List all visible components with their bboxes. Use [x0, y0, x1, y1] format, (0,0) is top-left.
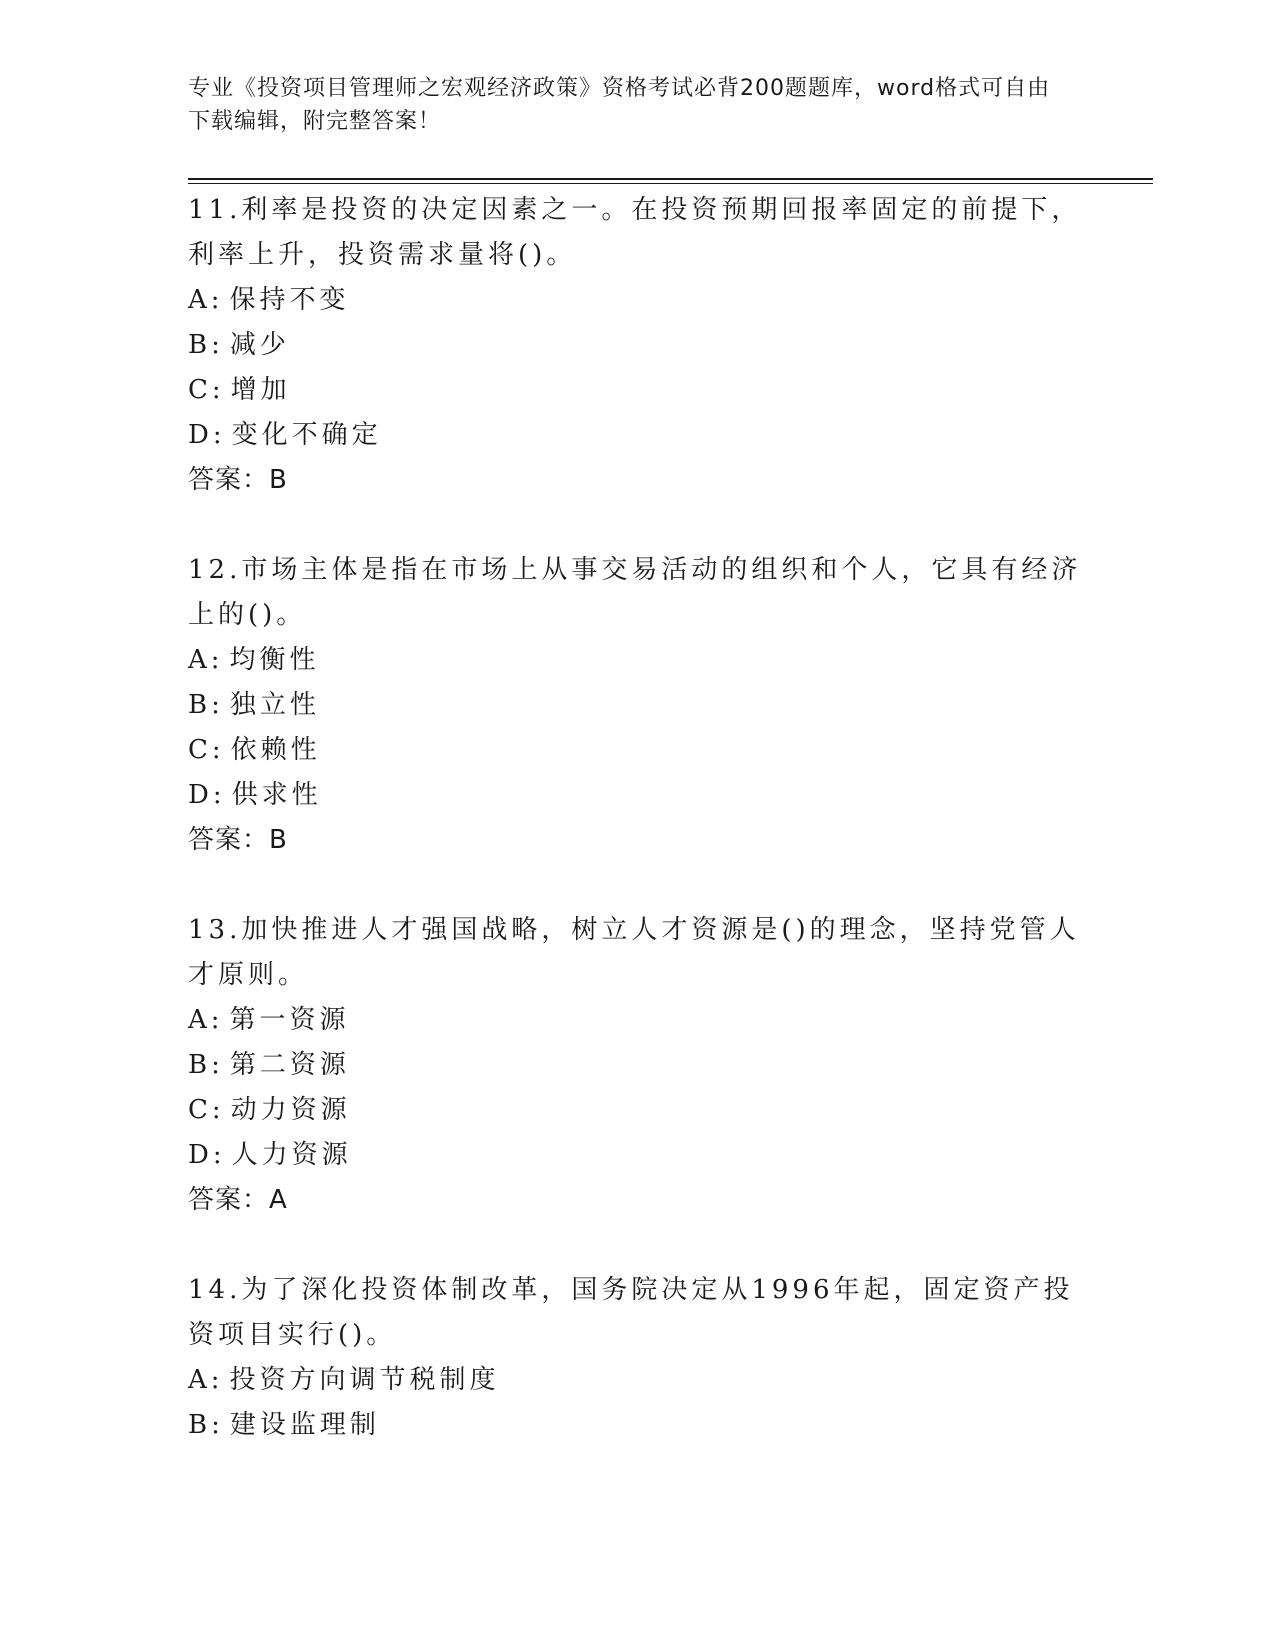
option-b [188, 323, 1088, 368]
option-text: 依赖性 [230, 735, 321, 765]
option-d [188, 773, 1088, 818]
option-text: 减少 [229, 330, 290, 360]
option-key: C: [188, 1095, 225, 1125]
document-header: 专业《投资项目管理师之宏观经济政策》资格考试必背200题题库，word格式可自由下载编辑，附完整答案！ [188, 76, 1051, 134]
option-key: D: [188, 780, 226, 810]
question-stem: 13.加快推进人才强国战略，树立人才资源是()的理念，坚持党管人才原则。 [188, 915, 1080, 990]
answer-line: 答案：A [188, 1185, 288, 1215]
question-12 [188, 548, 1088, 863]
option-key: C: [188, 375, 225, 405]
option-key: A: [188, 645, 224, 675]
question-11 [188, 188, 1088, 503]
option-b [188, 683, 1088, 728]
option-key: B: [188, 330, 224, 360]
question-13 [188, 908, 1088, 1223]
option-text: 独立性 [229, 690, 320, 720]
option-text: 第一资源 [229, 1005, 350, 1035]
option-d [188, 413, 1088, 458]
option-key: B: [188, 1410, 224, 1440]
option-c [188, 1088, 1088, 1133]
option-text: 第二资源 [229, 1050, 350, 1080]
option-a [188, 1358, 1088, 1403]
option-b [188, 1043, 1088, 1088]
question-list [188, 188, 1088, 1448]
option-d [188, 1133, 1088, 1178]
option-text: 供求性 [231, 780, 322, 810]
header-divider-thick [188, 178, 1153, 180]
option-text: 增加 [230, 375, 291, 405]
option-c [188, 728, 1088, 773]
option-text: 变化不确定 [231, 420, 382, 450]
option-key: B: [188, 1050, 224, 1080]
option-text: 建设监理制 [229, 1410, 380, 1440]
option-text: 人力资源 [231, 1140, 352, 1170]
question-stem: 14.为了深化投资体制改革，国务院决定从1996年起，固定资产投资项目实行()。 [188, 1275, 1074, 1350]
option-key: D: [188, 420, 226, 450]
option-c [188, 368, 1088, 413]
option-b [188, 1403, 1088, 1448]
option-key: A: [188, 1365, 224, 1395]
option-key: B: [188, 690, 224, 720]
option-text: 投资方向调节税制度 [229, 1365, 500, 1395]
question-14 [188, 1268, 1088, 1448]
answer-line: 答案：B [188, 465, 288, 495]
option-a [188, 998, 1088, 1043]
option-text: 动力资源 [230, 1095, 351, 1125]
header-divider-thin [188, 183, 1153, 184]
question-stem: 11.利率是投资的决定因素之一。在投资预期回报率固定的前提下，利率上升，投资需求量将()。 [188, 195, 1082, 270]
option-key: A: [188, 1005, 224, 1035]
question-stem: 12.市场主体是指在市场上从事交易活动的组织和个人，它具有经济上的()。 [188, 555, 1082, 630]
option-key: C: [188, 735, 225, 765]
option-a [188, 638, 1088, 683]
option-a [188, 278, 1088, 323]
option-key: A: [188, 285, 224, 315]
answer-line: 答案：B [188, 825, 288, 855]
option-key: D: [188, 1140, 226, 1170]
option-text: 均衡性 [229, 645, 320, 675]
option-text: 保持不变 [229, 285, 350, 315]
